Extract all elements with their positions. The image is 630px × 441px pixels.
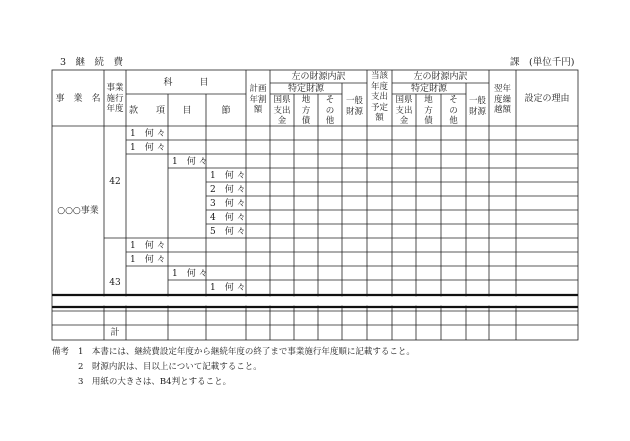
header-kamoku: 科 目 (163, 78, 209, 88)
header-chihosai-1: 地 方 債 (301, 95, 311, 126)
header-hidari-uchiwake-1: 左の財源内訳 (291, 72, 346, 82)
header-jigyomei: 事 業 名 (55, 94, 101, 104)
row-kou-1: 1 何 々 (130, 143, 166, 153)
header-tokutei-1: 特定財源 (287, 84, 324, 94)
note-3: 3 用紙の大きさは、B4判とすること。 (78, 377, 232, 387)
header-kokken-1: 国県 支出 金 (273, 95, 291, 126)
row-kan-2: 1 何 々 (130, 241, 166, 251)
unit-label: 課 (単位千円) (510, 57, 575, 68)
row-setsu-1: 1 何 々 (210, 171, 246, 181)
jigyo-name: ○○○事業 (57, 206, 99, 216)
row-setsu-3: 3 何 々 (210, 199, 246, 209)
total-label: 計 (110, 328, 120, 338)
year-43: 43 (109, 278, 121, 288)
header-riyu: 設定の理由 (524, 94, 570, 104)
header-kan: 款 項 (128, 106, 165, 116)
row-setsu-5: 5 何 々 (210, 227, 246, 237)
document-title: 3 継 続 費 (60, 57, 124, 68)
header-chihosai-2: 地 方 債 (424, 95, 433, 126)
header-toga: 当該 年度 支出 予定 額 (370, 71, 388, 123)
row-moku-1: 1 何 々 (172, 157, 208, 167)
header-setsu: 節 (221, 106, 231, 116)
header-ippan-1: 一般 財源 (345, 96, 363, 117)
header-keikaku: 計画 年割 額 (249, 84, 267, 115)
notes-label: 備考 (52, 347, 70, 357)
header-sonota-1: そ の 他 (325, 95, 335, 126)
header-tokutei-2: 特定財源 (410, 84, 447, 94)
header-ippan-2: 一般 財源 (468, 96, 486, 117)
row-moku-2: 1 何 々 (172, 269, 208, 279)
header-yokunen: 翌年 度繰 越額 (493, 84, 511, 115)
header-moku: 目 (182, 106, 192, 116)
row-setsu-6: 1 何 々 (210, 283, 246, 293)
row-setsu-4: 4 何 々 (210, 213, 246, 223)
row-kan-1: 1 何 々 (130, 129, 166, 139)
header-kokken-2: 国県 支出 金 (395, 95, 413, 126)
note-1: 1 本書には、継続費設定年度から継続年度の終了まで事業施行年度順に記載すること。 (78, 347, 415, 357)
row-kou-2: 1 何 々 (130, 255, 166, 265)
year-42: 42 (109, 177, 121, 187)
header-shiko: 事業 施行 年度 (106, 83, 124, 114)
row-setsu-2: 2 何 々 (210, 185, 246, 195)
header-hidari-uchiwake-2: 左の財源内訳 (413, 72, 468, 82)
header-sonota-2: そ の 他 (449, 95, 458, 126)
note-2: 2 財源内訳は、目以上について記載すること。 (78, 362, 262, 372)
